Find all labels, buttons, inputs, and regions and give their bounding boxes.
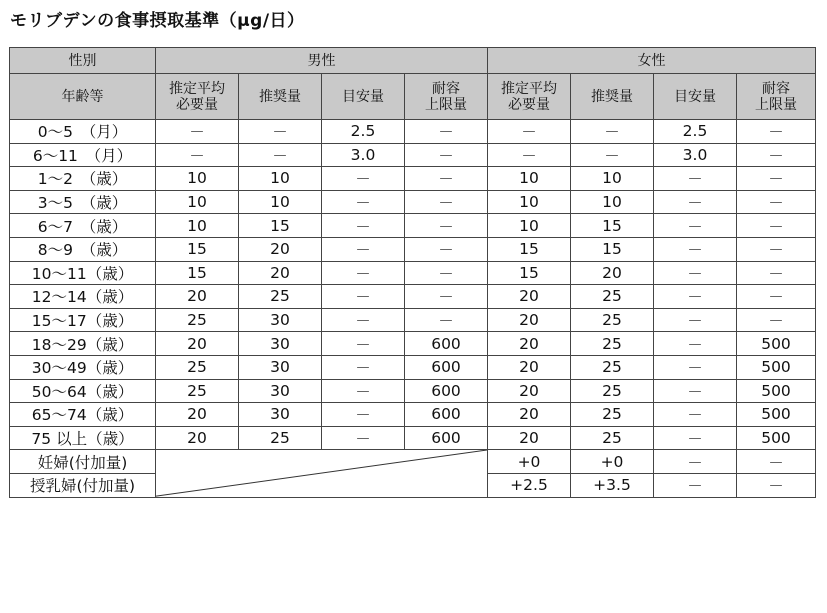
col-header: 推奨量 (239, 74, 322, 120)
age-cell: 75 以上（歳） (10, 426, 156, 450)
male-value-cell: － (405, 143, 488, 167)
female-value-cell: 25 (571, 403, 654, 427)
age-cell: 妊婦(付加量) (10, 450, 156, 474)
male-value-cell: 20 (156, 285, 239, 309)
table-row (10, 167, 816, 191)
age-cell: 授乳婦(付加量) (10, 473, 156, 497)
female-value-cell: 3.0 (654, 143, 737, 167)
female-value-cell: 25 (571, 285, 654, 309)
age-header: 年齢等 (10, 74, 156, 120)
male-value-cell: 15 (156, 261, 239, 285)
female-value-cell: － (654, 332, 737, 356)
female-value-cell: 500 (737, 403, 816, 427)
female-value-cell: － (488, 143, 571, 167)
female-value-cell: － (654, 214, 737, 238)
male-value-cell: － (322, 308, 405, 332)
female-value-cell: +3.5 (571, 473, 654, 497)
female-value-cell: － (737, 214, 816, 238)
male-value-cell: － (405, 190, 488, 214)
female-value-cell: 20 (488, 355, 571, 379)
male-value-cell: － (322, 214, 405, 238)
male-value-cell: 20 (156, 332, 239, 356)
female-value-cell: 25 (571, 355, 654, 379)
female-value-cell: 20 (488, 332, 571, 356)
col-header: 推定平均 必要量 (488, 74, 571, 120)
female-value-cell: － (737, 450, 816, 474)
male-value-cell: 30 (239, 379, 322, 403)
table-row (10, 120, 816, 144)
female-value-cell: 10 (488, 214, 571, 238)
male-value-cell: － (322, 355, 405, 379)
female-value-cell: － (737, 120, 816, 144)
female-value-cell: 15 (571, 214, 654, 238)
male-header: 男性 (156, 48, 488, 74)
female-value-cell: 25 (571, 308, 654, 332)
male-value-cell: － (322, 332, 405, 356)
female-value-cell: 15 (488, 261, 571, 285)
male-value-cell: 30 (239, 355, 322, 379)
male-value-cell: 20 (239, 237, 322, 261)
male-value-cell: － (405, 261, 488, 285)
male-value-cell: 10 (156, 190, 239, 214)
male-value-cell: 600 (405, 403, 488, 427)
age-cell: 30～49（歳） (10, 355, 156, 379)
male-value-cell: － (322, 403, 405, 427)
female-value-cell: 500 (737, 379, 816, 403)
male-value-cell: － (156, 120, 239, 144)
female-value-cell: 10 (571, 167, 654, 191)
header-row-sex (10, 48, 816, 74)
male-value-cell: － (405, 214, 488, 238)
col-header: 推定平均 必要量 (156, 74, 239, 120)
male-value-cell: 25 (239, 285, 322, 309)
table-row (10, 450, 816, 474)
table-row (10, 261, 816, 285)
age-cell: 8～9 （歳） (10, 237, 156, 261)
female-value-cell: － (654, 426, 737, 450)
table-row (10, 426, 816, 450)
female-value-cell: 20 (571, 261, 654, 285)
female-value-cell: － (737, 308, 816, 332)
age-cell: 18～29（歳） (10, 332, 156, 356)
not-applicable-cell (156, 450, 488, 497)
female-value-cell: 25 (571, 332, 654, 356)
age-cell: 10～11（歳） (10, 261, 156, 285)
age-cell: 15～17（歳） (10, 308, 156, 332)
female-value-cell: 500 (737, 332, 816, 356)
female-value-cell: － (737, 143, 816, 167)
female-value-cell: 500 (737, 426, 816, 450)
female-value-cell: 20 (488, 308, 571, 332)
female-value-cell: － (654, 285, 737, 309)
male-value-cell: － (322, 190, 405, 214)
male-value-cell: － (322, 379, 405, 403)
male-value-cell: 30 (239, 332, 322, 356)
female-value-cell: － (737, 473, 816, 497)
female-value-cell: 10 (488, 167, 571, 191)
male-value-cell: 30 (239, 308, 322, 332)
female-value-cell: 10 (488, 190, 571, 214)
female-value-cell: － (737, 167, 816, 191)
female-value-cell: 20 (488, 285, 571, 309)
table-row (10, 308, 816, 332)
female-value-cell: 15 (571, 237, 654, 261)
male-value-cell: 10 (239, 167, 322, 191)
female-value-cell: － (654, 190, 737, 214)
female-value-cell: － (737, 285, 816, 309)
female-value-cell: 10 (571, 190, 654, 214)
female-value-cell: 20 (488, 426, 571, 450)
col-header: 耐容 上限量 (737, 74, 816, 120)
female-value-cell: － (571, 143, 654, 167)
male-value-cell: － (405, 308, 488, 332)
male-value-cell: 25 (156, 355, 239, 379)
age-cell: 65～74（歳） (10, 403, 156, 427)
female-value-cell: － (654, 403, 737, 427)
male-value-cell: － (405, 120, 488, 144)
male-value-cell: 2.5 (322, 120, 405, 144)
male-value-cell: － (405, 167, 488, 191)
male-value-cell: － (239, 120, 322, 144)
female-value-cell: － (737, 190, 816, 214)
male-value-cell: － (405, 237, 488, 261)
male-value-cell: － (322, 426, 405, 450)
male-value-cell: 10 (156, 214, 239, 238)
header-row-columns (10, 74, 816, 120)
table-row (10, 355, 816, 379)
male-value-cell: － (322, 261, 405, 285)
table-row (10, 214, 816, 238)
female-value-cell: － (654, 237, 737, 261)
male-value-cell: － (239, 143, 322, 167)
male-value-cell: 20 (156, 426, 239, 450)
table-row (10, 403, 816, 427)
male-value-cell: － (156, 143, 239, 167)
male-value-cell: 10 (239, 190, 322, 214)
male-value-cell: － (322, 285, 405, 309)
female-value-cell: 500 (737, 355, 816, 379)
female-value-cell: － (654, 308, 737, 332)
male-value-cell: 3.0 (322, 143, 405, 167)
female-value-cell: － (654, 473, 737, 497)
male-value-cell: 25 (156, 308, 239, 332)
male-value-cell: 15 (156, 237, 239, 261)
male-value-cell: 600 (405, 426, 488, 450)
age-cell: 12～14（歳） (10, 285, 156, 309)
male-value-cell: 15 (239, 214, 322, 238)
col-header: 目安量 (654, 74, 737, 120)
male-value-cell: 30 (239, 403, 322, 427)
female-value-cell: 20 (488, 379, 571, 403)
table-row (10, 237, 816, 261)
male-value-cell: 25 (239, 426, 322, 450)
female-value-cell: － (737, 237, 816, 261)
female-value-cell: － (737, 261, 816, 285)
col-header: 推奨量 (571, 74, 654, 120)
female-value-cell: － (654, 450, 737, 474)
table-row (10, 285, 816, 309)
male-value-cell: － (322, 237, 405, 261)
female-value-cell: － (654, 261, 737, 285)
male-value-cell: 600 (405, 355, 488, 379)
female-value-cell: 20 (488, 403, 571, 427)
female-header: 女性 (488, 48, 816, 74)
female-value-cell: － (654, 355, 737, 379)
male-value-cell: 10 (156, 167, 239, 191)
female-value-cell: － (654, 167, 737, 191)
age-cell: 50～64（歳） (10, 379, 156, 403)
sex-header: 性別 (10, 48, 156, 74)
female-value-cell: 25 (571, 379, 654, 403)
female-value-cell: 25 (571, 426, 654, 450)
table-row (10, 190, 816, 214)
male-value-cell: 600 (405, 332, 488, 356)
age-cell: 6～11 （月） (10, 143, 156, 167)
age-cell: 1～2 （歳） (10, 167, 156, 191)
table-row (10, 143, 816, 167)
female-value-cell: +0 (571, 450, 654, 474)
female-value-cell: － (654, 379, 737, 403)
table-row (10, 379, 816, 403)
age-cell: 0～5 （月） (10, 120, 156, 144)
male-value-cell: － (405, 285, 488, 309)
female-value-cell: 15 (488, 237, 571, 261)
female-value-cell: － (571, 120, 654, 144)
page-title: モリブデンの食事摂取基準（μg/日） (10, 11, 305, 31)
male-value-cell: 20 (239, 261, 322, 285)
age-cell: 3～5 （歳） (10, 190, 156, 214)
male-value-cell: 20 (156, 403, 239, 427)
col-header: 目安量 (322, 74, 405, 120)
molybdenum-intake-table (9, 47, 816, 498)
female-value-cell: +0 (488, 450, 571, 474)
female-value-cell: 2.5 (654, 120, 737, 144)
table-row (10, 332, 816, 356)
female-value-cell: +2.5 (488, 473, 571, 497)
female-value-cell: － (488, 120, 571, 144)
col-header: 耐容 上限量 (405, 74, 488, 120)
male-value-cell: 600 (405, 379, 488, 403)
age-cell: 6～7 （歳） (10, 214, 156, 238)
male-value-cell: 25 (156, 379, 239, 403)
male-value-cell: － (322, 167, 405, 191)
